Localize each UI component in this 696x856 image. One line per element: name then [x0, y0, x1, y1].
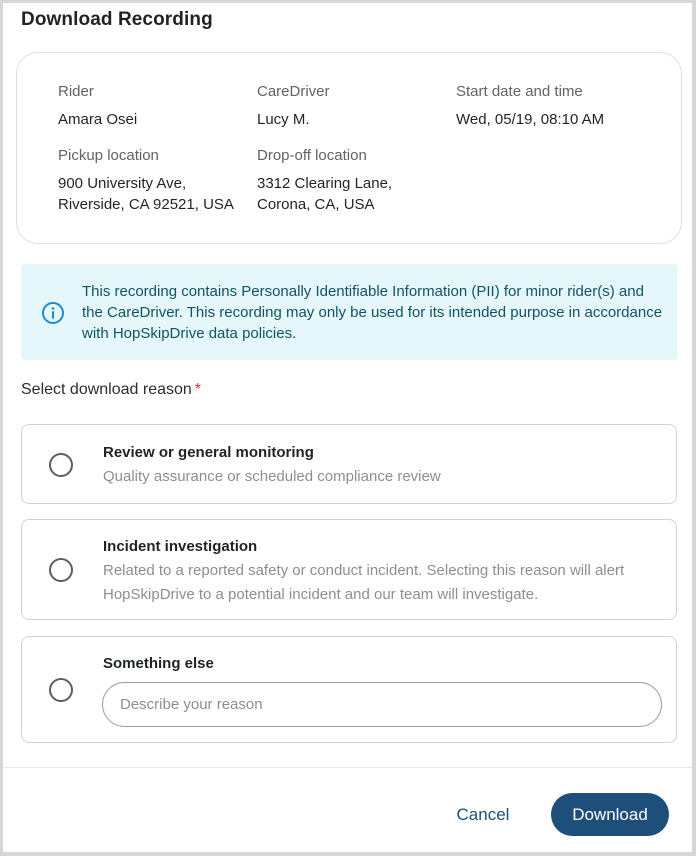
download-reason-label	[21, 381, 201, 399]
rider-label: Rider	[58, 83, 94, 100]
pickup-address-line2: Riverside, CA 92521, USA	[58, 196, 234, 213]
rider-value: Amara Osei	[58, 111, 138, 128]
start-datetime-value: Wed, 05/19, 08:10 AM	[456, 111, 605, 128]
pickup-location-label: Pickup location	[58, 147, 159, 164]
required-marker: *	[194, 381, 202, 398]
reason-option-incident-title: Incident investigation	[103, 538, 258, 555]
download-reason-label-text: Select download reason	[21, 381, 192, 398]
reason-option-review-description: Quality assurance or scheduled compliance review	[103, 468, 441, 485]
download-button[interactable]: Download	[551, 793, 669, 836]
caredriver-value: Lucy M.	[257, 111, 310, 128]
dropoff-location-label: Drop-off location	[257, 147, 367, 164]
download-recording-dialog	[3, 3, 692, 852]
caredriver-label: CareDriver	[257, 83, 330, 100]
info-icon	[41, 301, 65, 325]
reason-option-review-title: Review or general monitoring	[103, 444, 314, 461]
reason-option-incident-description: Related to a reported safety or conduct incident. Selecting this reason will alert HopSkipDrive to a potential incident and our team will investigate.	[103, 562, 625, 603]
dropoff-address-line1: 3312 Clearing Lane,	[257, 175, 393, 192]
reason-radio-review[interactable]	[49, 453, 73, 477]
trip-details-card	[16, 52, 682, 244]
reason-radio-other[interactable]	[49, 678, 73, 702]
reason-radio-incident[interactable]	[49, 558, 73, 582]
reason-option-review[interactable]	[21, 424, 677, 504]
start-datetime-label: Start date and time	[456, 83, 583, 100]
pii-notice-banner	[21, 264, 677, 360]
dialog-title: Download Recording	[21, 9, 213, 30]
dropoff-address-line2: Corona, CA, USA	[257, 196, 375, 213]
pii-notice-text: This recording contains Personally Identifiable Information (PII) for minor rider(s) and the CareDriver. This recording may only be used for its intended purpose in accordance with HopSkipDrive data policies.	[82, 283, 663, 342]
reason-option-other-title: Something else	[103, 655, 214, 672]
reason-option-incident[interactable]	[21, 519, 677, 620]
cancel-button[interactable]: Cancel	[443, 800, 523, 830]
pickup-address-line1: 900 University Ave,	[58, 175, 187, 192]
footer-divider	[3, 767, 692, 768]
reason-option-other[interactable]	[21, 636, 677, 743]
describe-reason-input[interactable]	[102, 682, 662, 727]
